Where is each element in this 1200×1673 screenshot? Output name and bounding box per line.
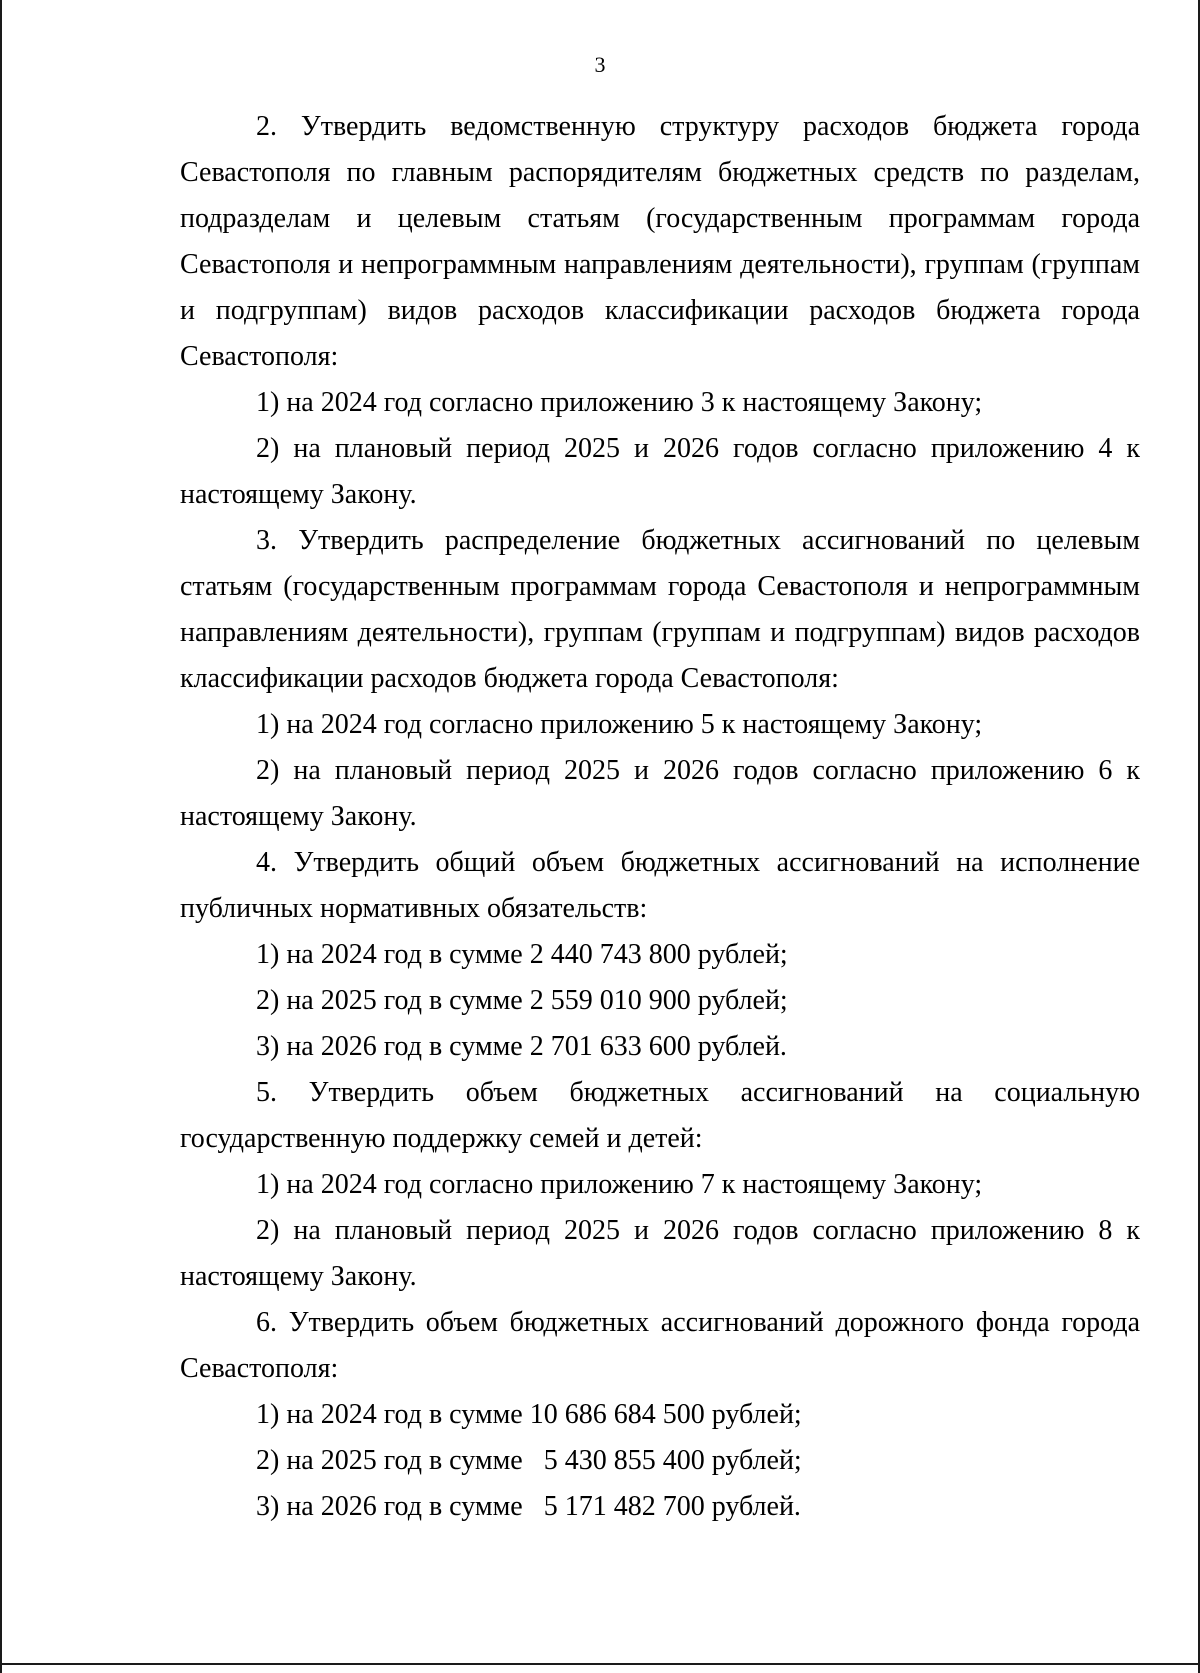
paragraph-item-3: 3. Утвердить распределение бюджетных ассигнований по целевым статьям (государственным программам города Севастополя и непрограммным направлениям деятельности), группам (группам и подгруппам) видов расходов классификации расходов бюджета города Севастополя: xyxy=(180,525,1140,694)
scan-edge-left xyxy=(0,0,2,1673)
page-number: 3 xyxy=(594,52,606,77)
paragraph-item-4-sub-1: 1) на 2024 год в сумме 2 440 743 800 рублей; xyxy=(256,939,788,970)
paragraph-item-6: 6. Утвердить объем бюджетных ассигнований дорожного фонда города Севастополя: xyxy=(180,1307,1140,1384)
paragraph-item-2: 2. Утвердить ведомственную структуру расходов бюджета города Севастополя по главным распорядителям бюджетных средств по разделам, подразделам и целевым статьям (государственным программам города Севастополя и непрограммным направлениям деятельности), группам (группам и подгруппам) видов расходов классификации расходов бюджета города Севастополя: xyxy=(180,111,1140,372)
paragraph-item-3-sub-2: 2) на плановый период 2025 и 2026 годов согласно приложению 6 к настоящему Закону. xyxy=(180,755,1140,832)
paragraph-item-2-sub-2: 2) на плановый период 2025 и 2026 годов согласно приложению 4 к настоящему Закону. xyxy=(180,433,1140,510)
paragraph-item-5-sub-1: 1) на 2024 год согласно приложению 7 к настоящему Закону; xyxy=(256,1169,983,1200)
paragraph-item-6-sub-3: 3) на 2026 год в сумме 5 171 482 700 рублей. xyxy=(256,1491,801,1522)
paragraph-item-5: 5. Утвердить объем бюджетных ассигнований на социальную государственную поддержку семей и детей: xyxy=(180,1077,1140,1154)
paragraph-item-4-sub-2: 2) на 2025 год в сумме 2 559 010 900 рублей; xyxy=(256,985,788,1016)
paragraph-item-6-sub-1: 1) на 2024 год в сумме 10 686 684 500 рублей; xyxy=(256,1399,802,1430)
paragraph-item-4-sub-3: 3) на 2026 год в сумме 2 701 633 600 рублей. xyxy=(256,1031,787,1062)
paragraph-item-2-sub-1: 1) на 2024 год согласно приложению 3 к настоящему Закону; xyxy=(256,387,983,418)
scan-edge-bottom xyxy=(0,1663,1200,1665)
paragraph-item-4: 4. Утвердить общий объем бюджетных ассигнований на исполнение публичных нормативных обязательств: xyxy=(180,847,1140,924)
paragraph-item-6-sub-2: 2) на 2025 год в сумме 5 430 855 400 рублей; xyxy=(256,1445,802,1476)
paragraph-item-5-sub-2: 2) на плановый период 2025 и 2026 годов согласно приложению 8 к настоящему Закону. xyxy=(180,1215,1140,1292)
paragraph-item-3-sub-1: 1) на 2024 год согласно приложению 5 к настоящему Закону; xyxy=(256,709,983,740)
document-body xyxy=(180,104,1140,1530)
